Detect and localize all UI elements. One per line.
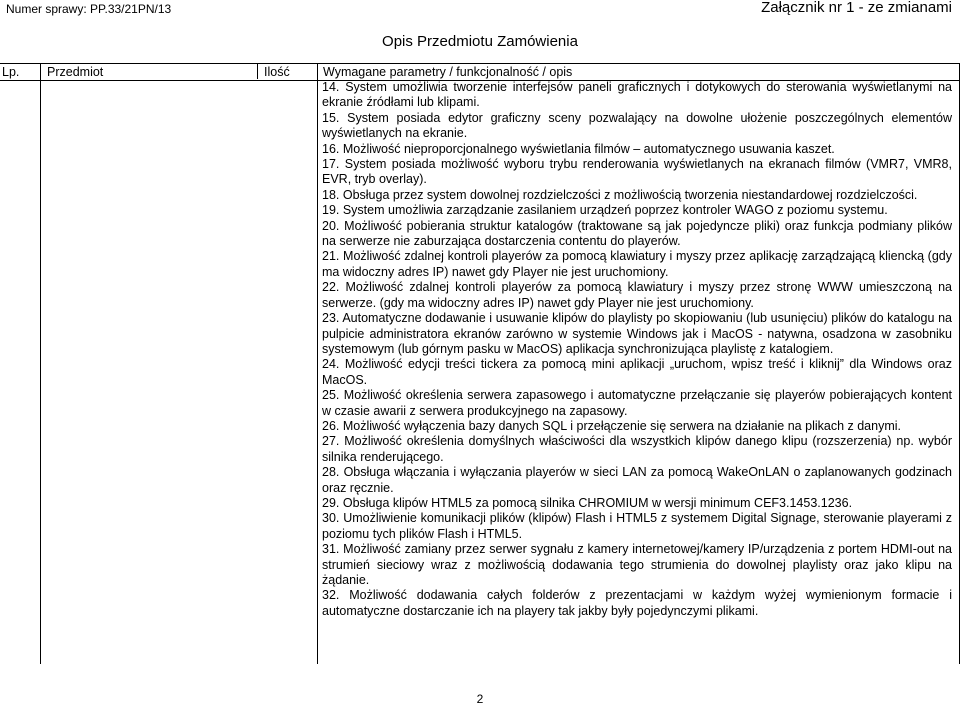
list-item: 16. Możliwość nieproporcjonalnego wyświetlania filmów – automatycznego usuwania kaszet. bbox=[322, 141, 835, 156]
column-divider bbox=[40, 63, 41, 664]
list-item: 31. Możliwość zamiany przez serwer sygnału z kamery internetowej/kamery IP/urządzenia z portem HDMI-out na strumień sieciowy wraz z możliwością dodawania tego strumienia do dowolnej playlisty oraz jako klipu na żądanie. bbox=[322, 542, 952, 587]
list-item: 29. Obsługa klipów HTML5 za pomocą silnika CHROMIUM w wersji minimum CEF3.1453.1236. bbox=[322, 495, 853, 510]
list-item: 17. System posiada możliwość wyboru trybu renderowania wyświetlanych na ekranach filmów (VMR7, VMR8, EVR, tryb overlay). bbox=[322, 157, 952, 187]
list-item: 28. Obsługa włączania i wyłączania playerów w sieci LAN za pomocą WakeOnLAN o zaplanowanych godzinach oraz ręcznie. bbox=[322, 465, 952, 495]
table-header-row bbox=[0, 63, 960, 81]
attachment-label: Załącznik nr 1 - ze zmianami bbox=[761, 0, 952, 16]
list-item: 22. Możliwość zdalnej kontroli playerów za pomocą klawiatury i myszy przez stronę WWW umieszczoną na serwerze. (gdy ma widoczny adres IP) nawet gdy Player nie jest uruchomiony. bbox=[322, 280, 952, 310]
column-header-quantity: Ilość bbox=[264, 65, 290, 79]
list-item: 32. Możliwość dodawania całych folderów z prezentacjami w każdym wyżej wymienionym formacie i automatyczne dostarczanie ich na playery tak jakby były pojedynczymi plikami. bbox=[322, 588, 952, 618]
list-item: 20. Możliwość pobierania struktur katalogów (traktowane są jak pojedyncze pliki) oraz funkcja podmiany plików na serwerze nie zaburzająca dostarczenia contentu do playerów. bbox=[322, 218, 952, 249]
list-item: 18. Obsługa przez system dowolnej rozdzielczości z możliwością tworzenia niestandardowej rozdzielczości. bbox=[322, 187, 918, 202]
list-item: 25. Możliwość określenia serwera zapasowego i automatyczne przełączanie się playerów pobierających kontent w czasie awarii z serwera produkcyjnego na zapasowy. bbox=[322, 388, 952, 418]
list-item: 19. System umożliwia zarządzanie zasilaniem urządzeń poprzez kontroler WAGO z poziomu systemu. bbox=[322, 203, 888, 218]
list-item: 26. Możliwość wyłączenia bazy danych SQL i przełączenie się serwera na działanie na plikach z danymi. bbox=[322, 418, 901, 433]
column-header-item: Przedmiot bbox=[47, 65, 104, 79]
list-item: 21. Możliwość zdalnej kontroli playerów za pomocą klawiatury i myszy przez aplikację zarządzającą kliencką (gdy ma widoczny adres IP) nawet gdy Player nie jest uruchomiony. bbox=[322, 249, 952, 279]
list-item: 30. Umożliwienie komunikacji plików (klipów) Flash i HTML5 z systemem Digital Signage, sterowanie playerami z poziomu tych plików Flash i HTML5. bbox=[322, 511, 952, 541]
list-item: 27. Możliwość określenia domyślnych właściwości dla wszystkich klipów danego klipu (rozszerzenia) np. wybór silnika renderującego. bbox=[322, 434, 952, 464]
list-item: 15. System posiada edytor graficzny sceny pozwalający na dowolne ułożenie poszczególnych elementów wyświetlanych na ekranie. bbox=[322, 110, 952, 141]
page-number: 2 bbox=[476, 692, 484, 706]
column-header-requirements: Wymagane parametry / funkcjonalność / opis bbox=[323, 65, 573, 79]
column-divider bbox=[317, 63, 318, 664]
list-item: 24. Możliwość edycji treści tickera za pomocą mini aplikacji „uruchom, wpisz treść i kliknij” dla Windows oraz MacOS. bbox=[322, 357, 952, 387]
column-divider bbox=[257, 63, 258, 79]
requirements-table bbox=[0, 63, 960, 664]
list-item: 23. Automatyczne dodawanie i usuwanie klipów do playlisty po skopiowaniu (lub usunięciu) plików do katalogu na pulpicie administratora ekranów zarówno w systemie Windows jak i MacOS - natywna, osadzona w zasobniku systemowym (lub górnym pasku w MacOS) aplikacja synchronizująca playlistę z katalogiem. bbox=[322, 311, 952, 356]
case-number: Numer sprawy: PP.33/21PN/13 bbox=[6, 2, 172, 16]
list-item: 14. System umożliwia tworzenie interfejsów paneli graficznych i dotykowych do sterowania wyświetlanymi na ekranie źródłami lub klipami. bbox=[322, 80, 952, 110]
column-header-lp: Lp. bbox=[2, 65, 20, 79]
document-title: Opis Przedmiotu Zamówienia bbox=[382, 33, 578, 50]
requirements-list bbox=[322, 80, 952, 619]
